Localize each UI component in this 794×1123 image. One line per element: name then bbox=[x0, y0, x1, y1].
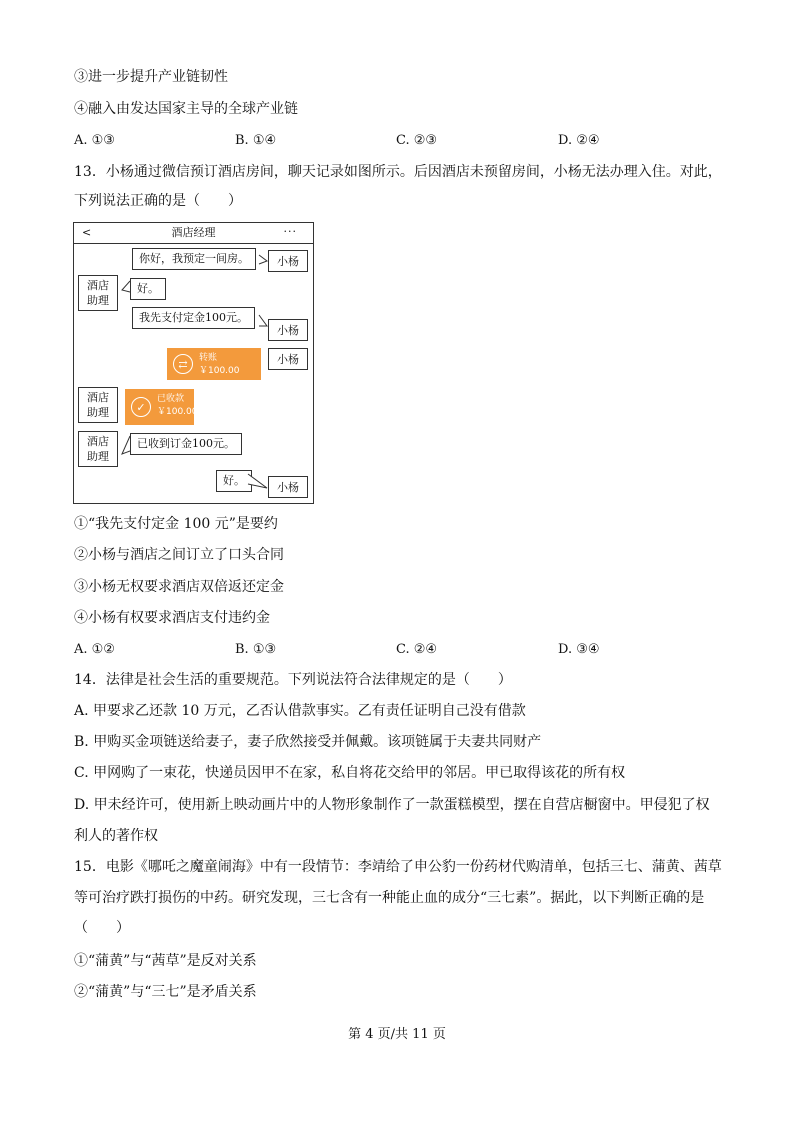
page-footer: 第 4 页/共 11 页 bbox=[348, 1027, 446, 1042]
chat-message-3: 我先支付定金100元。 bbox=[132, 307, 255, 329]
q15-item-2: ②“蒲黄”与“三七”是矛盾关系 bbox=[74, 984, 257, 1000]
q13-item-1: ①“我先支付定金 100 元”是要约 bbox=[74, 516, 278, 532]
assistant-avatar-label: 酒店 助理 bbox=[78, 431, 118, 467]
chat-message-5: 好。 bbox=[216, 470, 252, 492]
q12-option-a: A. ①③ bbox=[74, 133, 115, 148]
chat-message-4: 已收到订金100元。 bbox=[130, 433, 242, 455]
q13-stem-line-2: 下列说法正确的是（ ） bbox=[74, 193, 242, 209]
check-circle-icon: ✓ bbox=[131, 397, 151, 417]
chat-message-2: 好。 bbox=[130, 278, 166, 300]
user-avatar-label: 小杨 bbox=[268, 348, 308, 370]
bubble-tails bbox=[73, 222, 314, 504]
chat-message-1: 你好，我预定一间房。 bbox=[132, 248, 256, 270]
back-arrow-icon: < bbox=[82, 226, 92, 239]
transfer-icon: ⇄ bbox=[173, 354, 193, 374]
q14-option-a: A. 甲要求乙还款 10 万元，乙否认借款事实。乙有责任证明自己没有借款 bbox=[74, 703, 526, 719]
q12-option-b: B. ①④ bbox=[235, 133, 277, 148]
q13-option-b: B. ①③ bbox=[235, 642, 277, 657]
user-avatar-label: 小杨 bbox=[268, 319, 308, 341]
q13-option-a: A. ①② bbox=[74, 642, 115, 657]
q12-item-3: ③进一步提升产业链韧性 bbox=[74, 69, 228, 85]
assistant-avatar-label: 酒店 助理 bbox=[78, 387, 118, 423]
q13-item-3: ③小杨无权要求酒店双倍返还定金 bbox=[74, 579, 284, 595]
user-avatar-label: 小杨 bbox=[268, 250, 308, 272]
q15-stem-line-2: 等可治疗跌打损伤的中药。研究发现，三七含有一种能止血的成分“三七素”。据此，以下判断正确的是 bbox=[74, 890, 705, 906]
received-amount: ￥100.00 bbox=[157, 407, 198, 417]
q14-option-d-line-2: 利人的著作权 bbox=[74, 828, 158, 844]
q14-option-c: C. 甲网购了一束花，快递员因甲不在家，私自将花交给甲的邻居。甲已取得该花的所有权 bbox=[74, 765, 626, 781]
received-label: 已收款 bbox=[157, 394, 185, 404]
q13-stem-line-1: 13．小杨通过微信预订酒店房间，聊天记录如图所示。后因酒店未预留房间，小杨无法办理入住。对此， bbox=[74, 164, 722, 180]
q15-stem-line-3: （ ） bbox=[74, 920, 130, 936]
user-avatar-label: 小杨 bbox=[268, 476, 308, 498]
q12-option-c: C. ②③ bbox=[396, 133, 438, 148]
q14-stem: 14．法律是社会生活的重要规范。下列说法符合法律规定的是（ ） bbox=[74, 672, 512, 688]
q13-item-2: ②小杨与酒店之间订立了口头合同 bbox=[74, 547, 284, 563]
chat-screenshot-figure bbox=[73, 222, 314, 504]
transfer-label: 转账 bbox=[199, 353, 218, 363]
q12-option-d: D. ②④ bbox=[558, 133, 600, 148]
q13-option-c: C. ②④ bbox=[396, 642, 438, 657]
q14-option-d-line-1: D. 甲未经许可，使用新上映动画片中的人物形象制作了一款蛋糕模型，摆在自营店橱窗中。甲侵犯了权 bbox=[74, 797, 710, 813]
q15-item-1: ①“蒲黄”与“茜草”是反对关系 bbox=[74, 953, 257, 969]
assistant-avatar-label: 酒店 助理 bbox=[78, 275, 118, 311]
q13-option-d: D. ③④ bbox=[558, 642, 600, 657]
chat-title: 酒店经理 bbox=[171, 226, 216, 239]
q12-item-4: ④融入由发达国家主导的全球产业链 bbox=[74, 101, 298, 117]
q13-item-4: ④小杨有权要求酒店支付违约金 bbox=[74, 610, 270, 626]
q15-stem-line-1: 15．电影《哪吒之魔童闹海》中有一段情节：李靖给了申公豹一份药材代购清单，包括三七、蒲黄、茜草 bbox=[74, 859, 722, 875]
q14-option-b: B. 甲购买金项链送给妻子，妻子欣然接受并佩戴。该项链属于夫妻共同财产 bbox=[74, 734, 542, 750]
more-icon: ··· bbox=[283, 225, 297, 238]
transfer-amount: ￥100.00 bbox=[199, 366, 240, 376]
